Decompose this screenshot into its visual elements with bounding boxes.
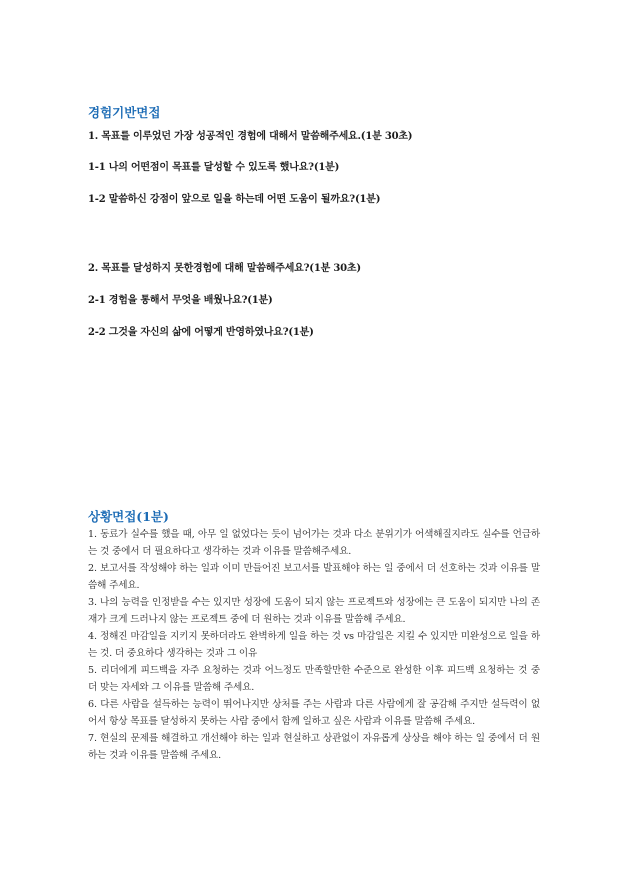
situational-item: 4. 정해진 마감일을 지키지 못하더라도 완벽하게 일을 하는 것 vs 마감일은 지킬 수 있지만 미완성으로 일을 하는 것. 더 중요하다 생각하는 것과 그 이유 — [88, 631, 540, 659]
situational-item: 2. 보고서를 작성해야 하는 일과 이미 만들어진 보고서를 발표해야 하는 일 중에서 더 선호하는 것과 이유를 말씀해 주세요. — [88, 563, 540, 591]
question-2-2: 2-2 그것을 자신의 삶에 어떻게 반영하였나요?(1분) — [88, 327, 314, 338]
situational-item: 1. 동료가 실수를 했을 때, 아무 일 없었다는 듯이 넘어가는 것과 다소 분위기가 어색해질지라도 실수를 언급하는 것 중에서 더 필요하다고 생각하는 것과 이유를 말씀해주세요. — [88, 529, 540, 557]
situational-question-list — [88, 526, 540, 764]
section-title-experience: 경험기반면접 — [88, 105, 161, 120]
situational-item: 3. 나의 능력을 인정받을 수는 있지만 성장에 도움이 되지 않는 프로젝트와 성장에는 큰 도움이 되지만 나의 존재가 크게 드러나지 않는 프로젝트 중에 더 원하는 것과 이유를 말씀해 주세요. — [88, 597, 540, 625]
situational-item: 5. 리더에게 피드백을 자주 요청하는 것과 어느정도 만족할만한 수준으로 완성한 이후 피드백 요청하는 것 중 더 맞는 자세와 그 이유를 말씀해 주세요. — [88, 665, 540, 693]
question-1-2: 1-2 말씀하신 강점이 앞으로 일을 하는데 어떤 도움이 될까요?(1분) — [88, 194, 381, 205]
question-1: 1. 목표를 이루었던 가장 성공적인 경험에 대해서 말씀해주세요.(1분 30초) — [88, 131, 413, 142]
question-2: 2. 목표를 달성하지 못한경험에 대해 말씀해주세요?(1분 30초) — [88, 263, 361, 274]
section-title-situational: 상황면접(1분) — [88, 509, 169, 524]
situational-item: 7. 현실의 문제를 해결하고 개선해야 하는 일과 현실하고 상관없이 자유롭게 상상을 해야 하는 일 중에서 더 원하는 것과 이유를 말씀해 주세요. — [88, 733, 540, 761]
situational-item: 6. 다른 사람을 설득하는 능력이 뛰어나지만 상처를 주는 사람과 다른 사람에게 잘 공감해 주지만 설득력이 없어서 항상 목표를 달성하지 못하는 사람 중에서 함께 일하고 싶은 사람과 이유를 말씀해 주세요. — [88, 699, 540, 727]
question-1-1: 1-1 나의 어떤점이 목표를 달성할 수 있도록 했나요?(1분) — [88, 162, 340, 173]
question-2-1: 2-1 경험을 통해서 무엇을 배웠나요?(1분) — [88, 295, 273, 306]
